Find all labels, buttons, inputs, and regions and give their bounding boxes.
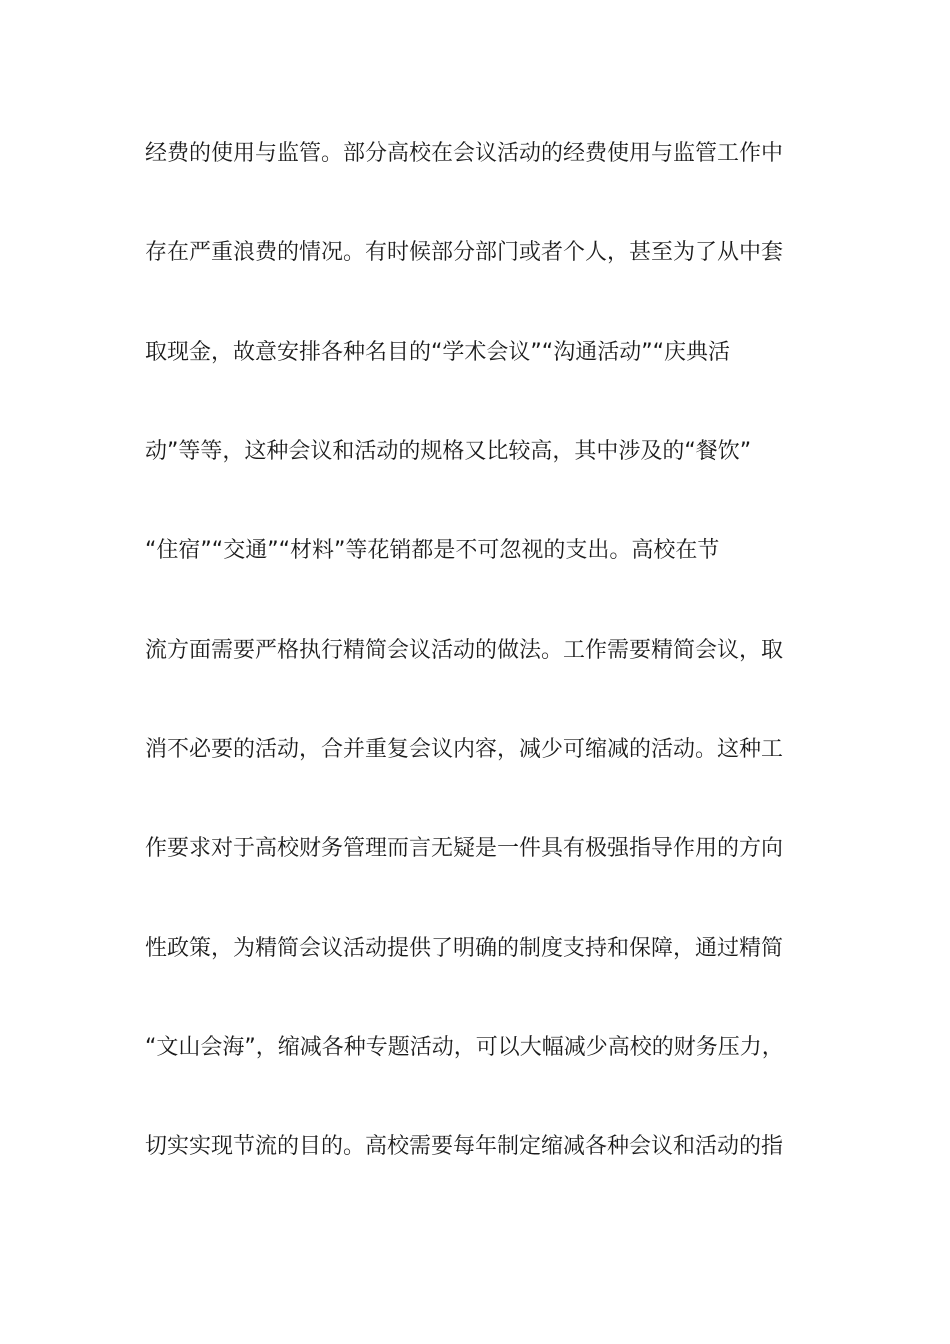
paragraph-line: “文山会海”，缩减各种专题活动，可以大幅减少高校的财务压力， [145,1035,784,1060]
paragraph-line: 消不必要的活动，合并重复会议内容，减少可缩减的活动。这种工 [145,737,784,762]
paragraph-line: “住宿”“交通”“材料”等花销都是不可忽视的支出。高校在节 [145,538,720,563]
paragraph-line: 存在严重浪费的情况。有时候部分部门或者个人，甚至为了从中套 [145,240,784,265]
paragraph-line: 性政策，为精简会议活动提供了明确的制度支持和保障，通过精简 [145,936,784,961]
paragraph-line: 切实实现节流的目的。高校需要每年制定缩减各种会议和活动的指 [145,1134,784,1159]
paragraph-line: 经费的使用与监管。部分高校在会议活动的经费使用与监管工作中 [145,141,784,166]
paragraph-line: 流方面需要严格执行精简会议活动的做法。工作需要精简会议，取 [145,638,784,663]
paragraph-line: 动”等等，这种会议和活动的规格又比较高，其中涉及的“餐饮” [145,439,752,464]
paragraph-line: 取现金，故意安排各种名目的“学术会议”“沟通活动”“庆典活 [145,340,730,365]
paragraph-line: 作要求对于高校财务管理而言无疑是一件具有极强指导作用的方向 [145,836,784,861]
